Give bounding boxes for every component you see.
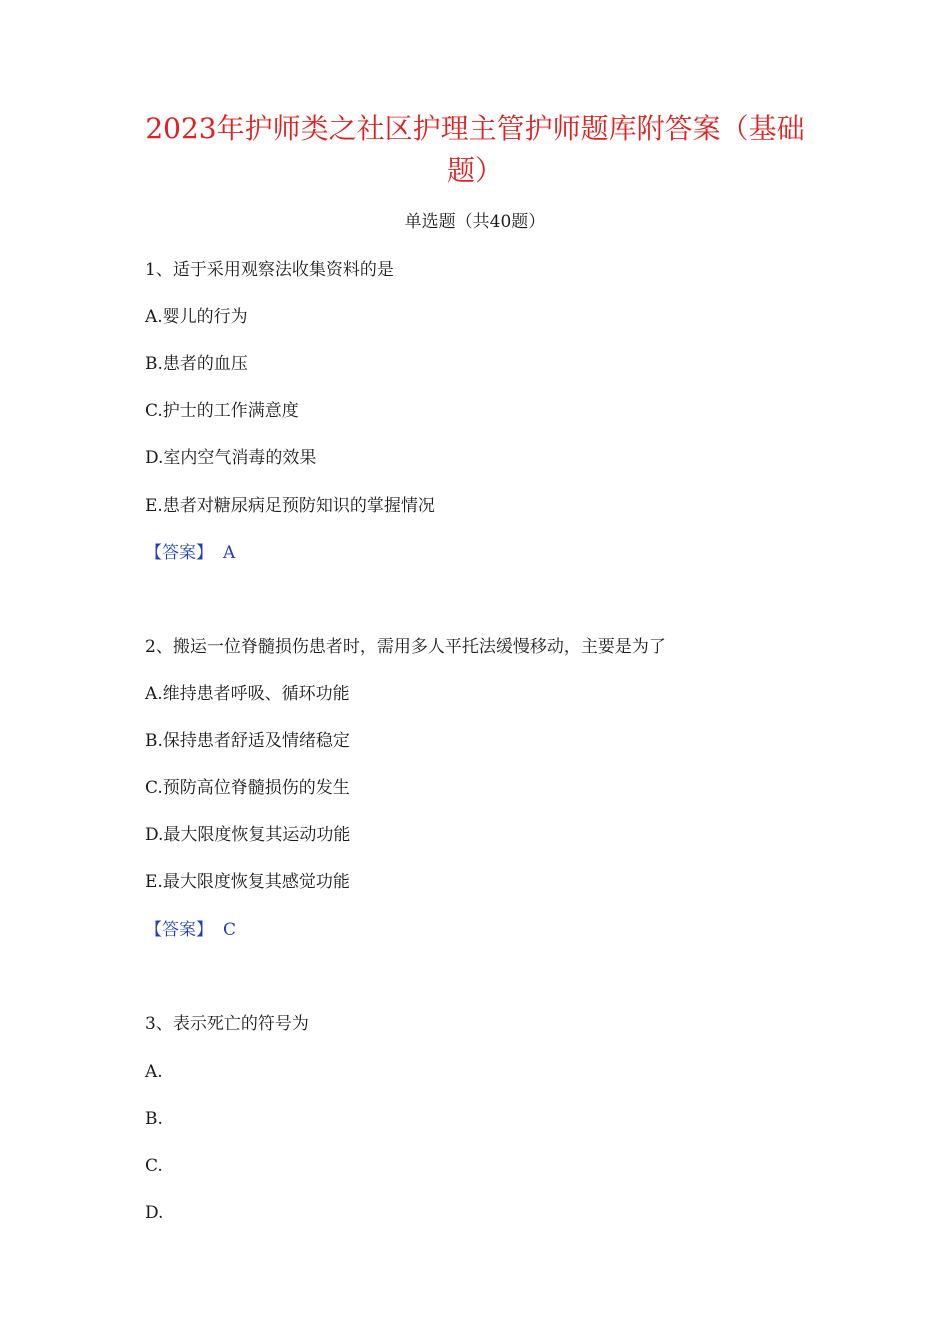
- answer-line: [145, 917, 236, 943]
- option-e: E.最大限度恢复其感觉功能: [145, 872, 350, 892]
- option-e: E.患者对糖尿病足预防知识的掌握情况: [145, 496, 435, 516]
- option-c: C.: [145, 1156, 163, 1176]
- option-a: A.维持患者呼吸、循环功能: [145, 684, 350, 704]
- option-c: C.护士的工作满意度: [145, 401, 299, 421]
- option-b: B.: [145, 1109, 163, 1129]
- answer-value: C: [223, 920, 237, 940]
- option-d: D.室内空气消毒的效果: [145, 448, 317, 468]
- option-b: B.患者的血压: [145, 354, 248, 374]
- option-a: A.婴儿的行为: [145, 307, 248, 327]
- option-d: D.最大限度恢复其运动功能: [145, 825, 351, 845]
- question-stem: 1、适于采用观察法收集资料的是: [145, 260, 394, 280]
- answer-label: 【答案】: [145, 920, 213, 940]
- option-d: D.: [145, 1203, 164, 1223]
- section-heading: 单选题（共40题）: [404, 212, 546, 232]
- answer-label: 【答案】: [145, 543, 213, 563]
- option-b: B.保持患者舒适及情绪稳定: [145, 731, 350, 751]
- answer-line: [145, 540, 235, 566]
- question-stem: 2、搬运一位脊髓损伤患者时，需用多人平托法缓慢移动，主要是为了: [145, 637, 666, 657]
- answer-value: A: [223, 543, 236, 563]
- option-c: C.预防高位脊髓损伤的发生: [145, 778, 350, 798]
- document-title: 2023年护师类之社区护理主管护师题库附答案（基础题）: [145, 112, 805, 187]
- option-a: A.: [145, 1062, 163, 1082]
- question-stem: 3、表示死亡的符号为: [145, 1014, 309, 1034]
